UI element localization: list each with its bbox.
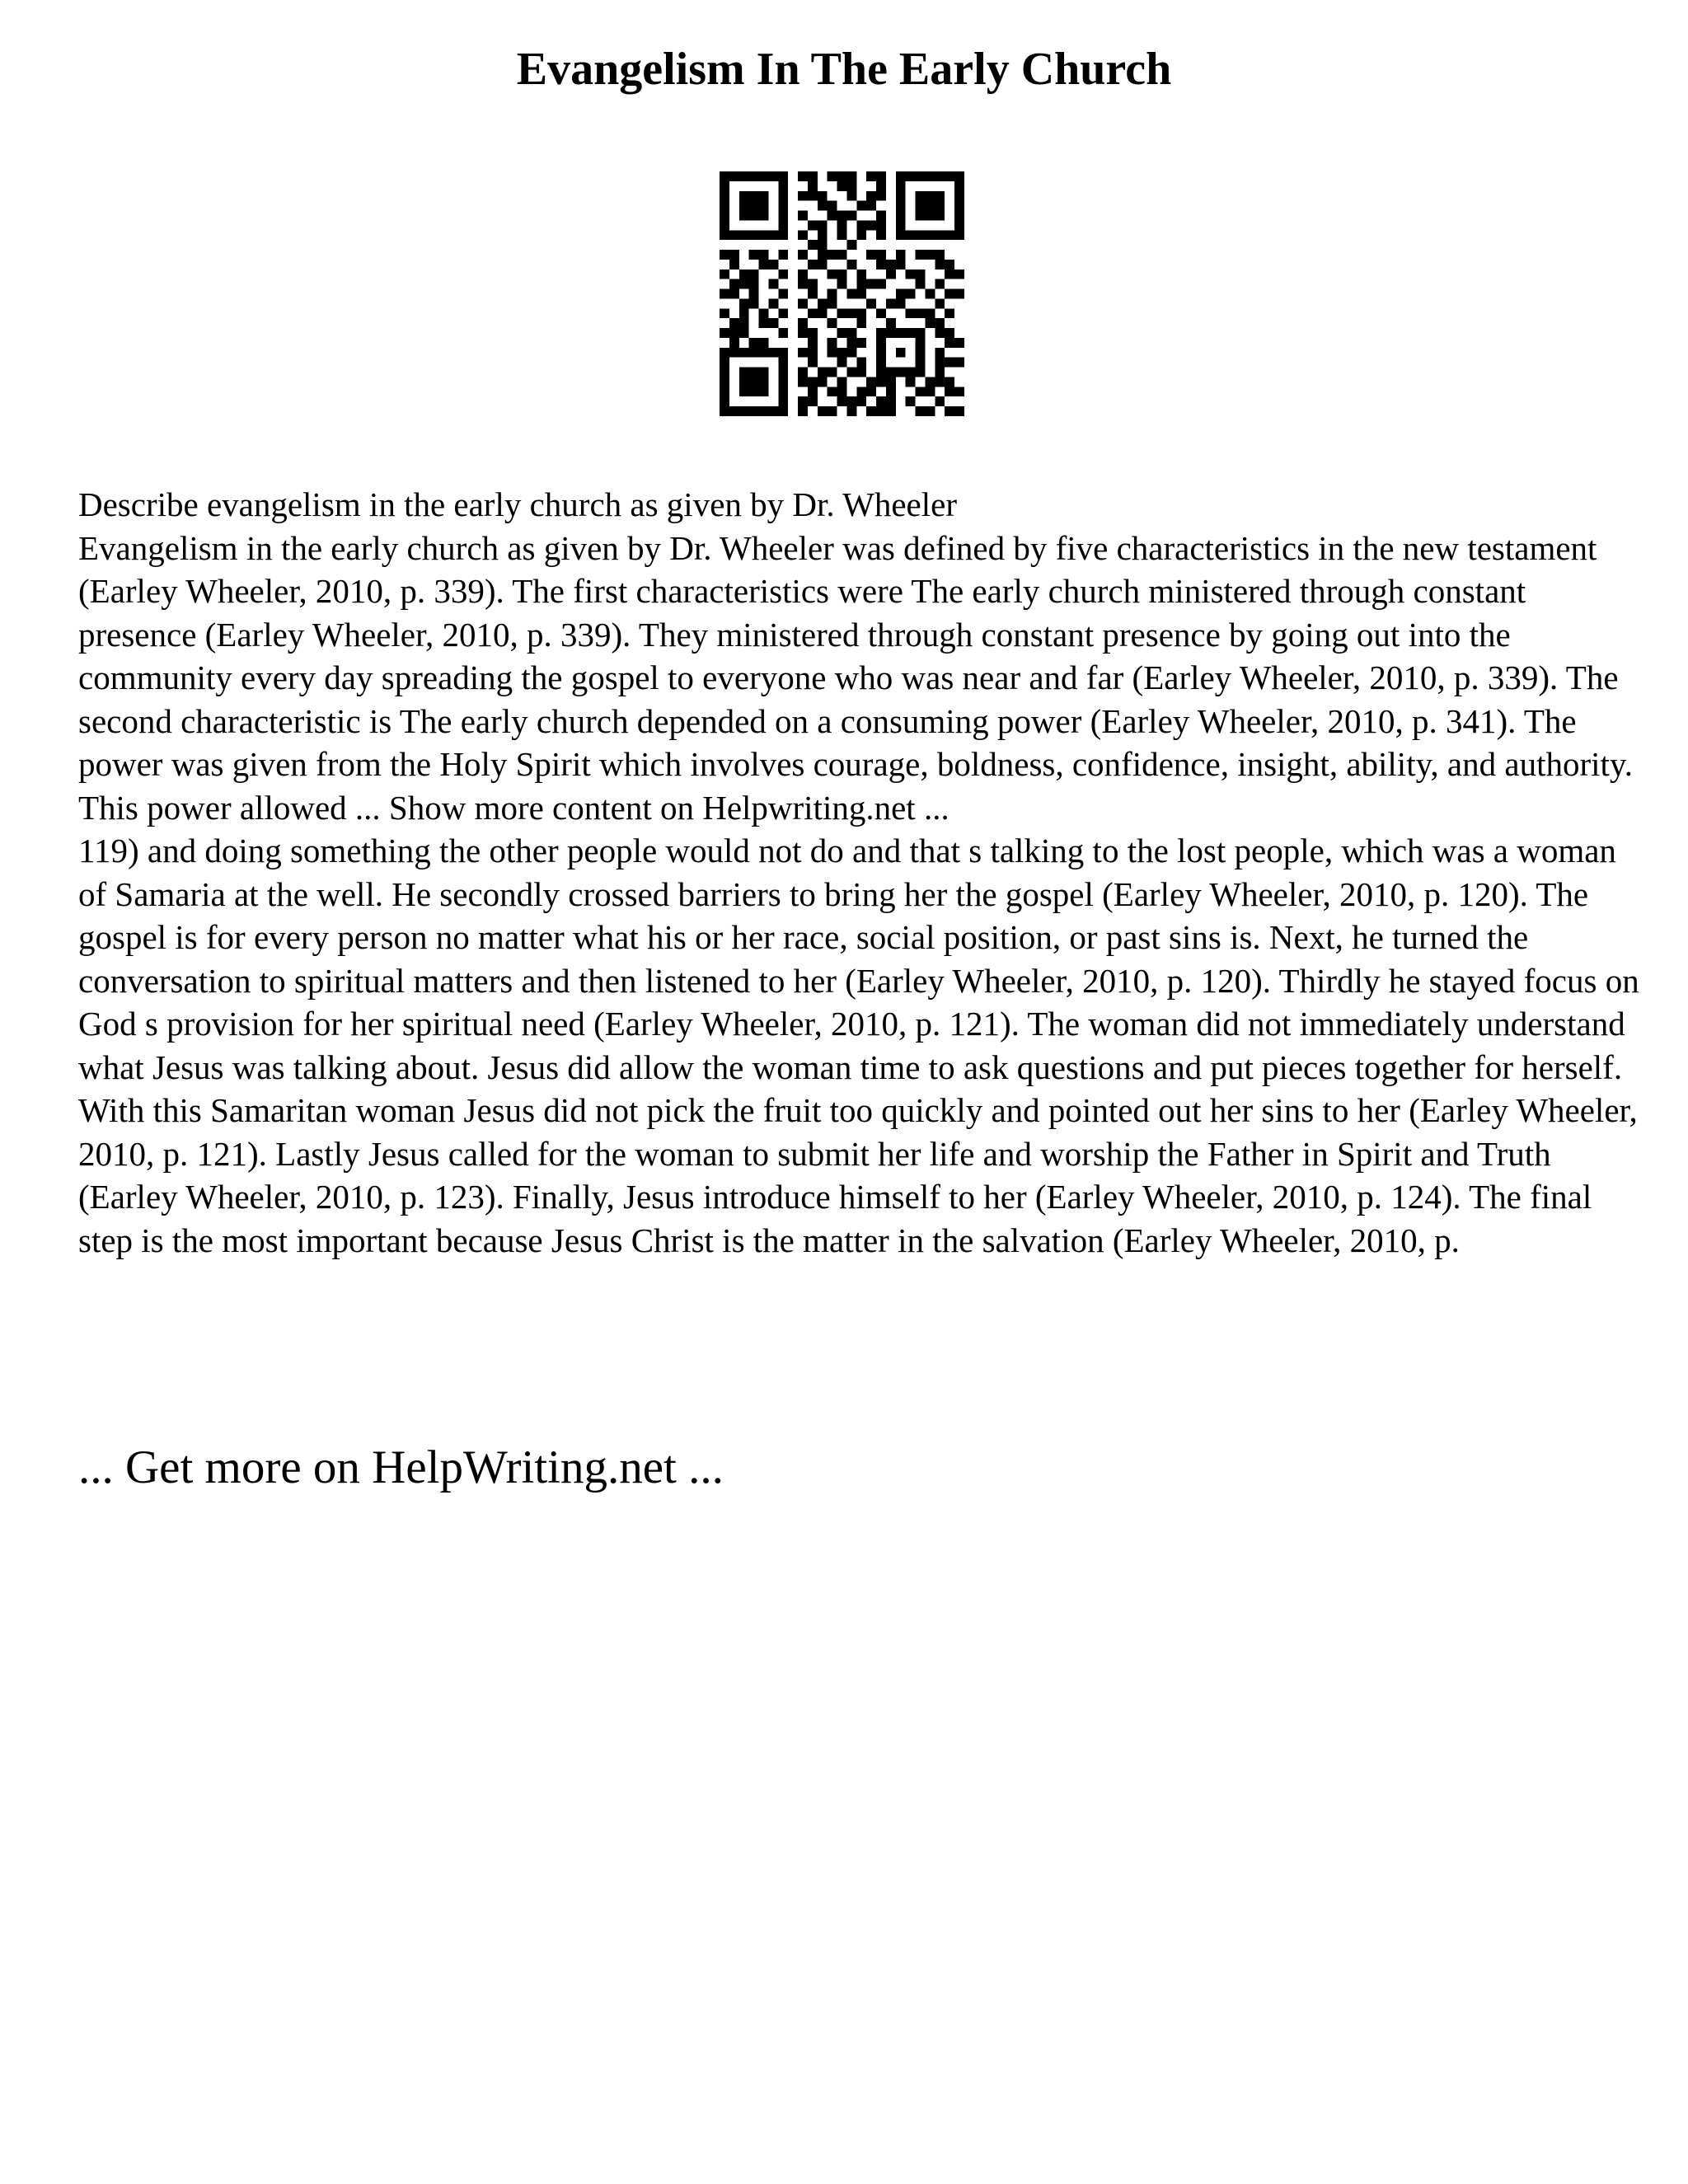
- body-paragraph-1: Evangelism in the early church as given by Dr. Wheeler was defined by five characteristics in the new testament (Earley Wheeler, 2010, p. 339). The first characteristics were The early church ministered through constant presence (Earley Wheeler, 2010, p. 339). They ministered through constant presence by going out into the community every day spreading the gospel to everyone who was near and far (Earley Wheeler, 2010, p. 339). The second characteristic is The early church depended on a consuming power (Earley Wheeler, 2010, p. 341). The power was given from the Holy Spirit which involves courage, boldness, confidence, insight, ability, and authority. This power allowed ... Show more content on Helpwriting.net ...: [78, 528, 1633, 827]
- qr-code-icon[interactable]: [720, 171, 964, 416]
- document-title: Evangelism In The Early Church: [516, 44, 1172, 95]
- document-body: [78, 483, 1644, 1262]
- get-more-link[interactable]: ... Get more on HelpWriting.net ...: [78, 1441, 724, 1493]
- document-prompt: Describe evangelism in the early church as given by Dr. Wheeler: [78, 485, 957, 523]
- body-paragraph-2: 119) and doing something the other people would not do and that s talking to the lost people, which was a woman of Samaria at the well. He secondly crossed barriers to bring her the gospel (Earley Wheeler, 2010, p. 120). The gospel is for every person no matter what his or her race, social position, or past sins is. Next, he turned the conversation to spiritual matters and then listened to her (Earley Wheeler, 2010, p. 120). Thirdly he stayed focus on God s provision for her spiritual need (Earley Wheeler, 2010, p. 121). The woman did not immediately understand what Jesus was talking about. Jesus did allow the woman time to ask questions and put pieces together for herself. With this Samaritan woman Jesus did not pick the fruit too quickly and pointed out her sins to her (Earley Wheeler, 2010, p. 121). Lastly Jesus called for the woman to submit her life and worship the Father in Spirit and Truth (Earley Wheeler, 2010, p. 123). Finally, Jesus introduce himself to her (Earley Wheeler, 2010, p. 124). The final step is the most important because Jesus Christ is the matter in the salvation (Earley Wheeler, 2010, p.: [78, 832, 1639, 1259]
